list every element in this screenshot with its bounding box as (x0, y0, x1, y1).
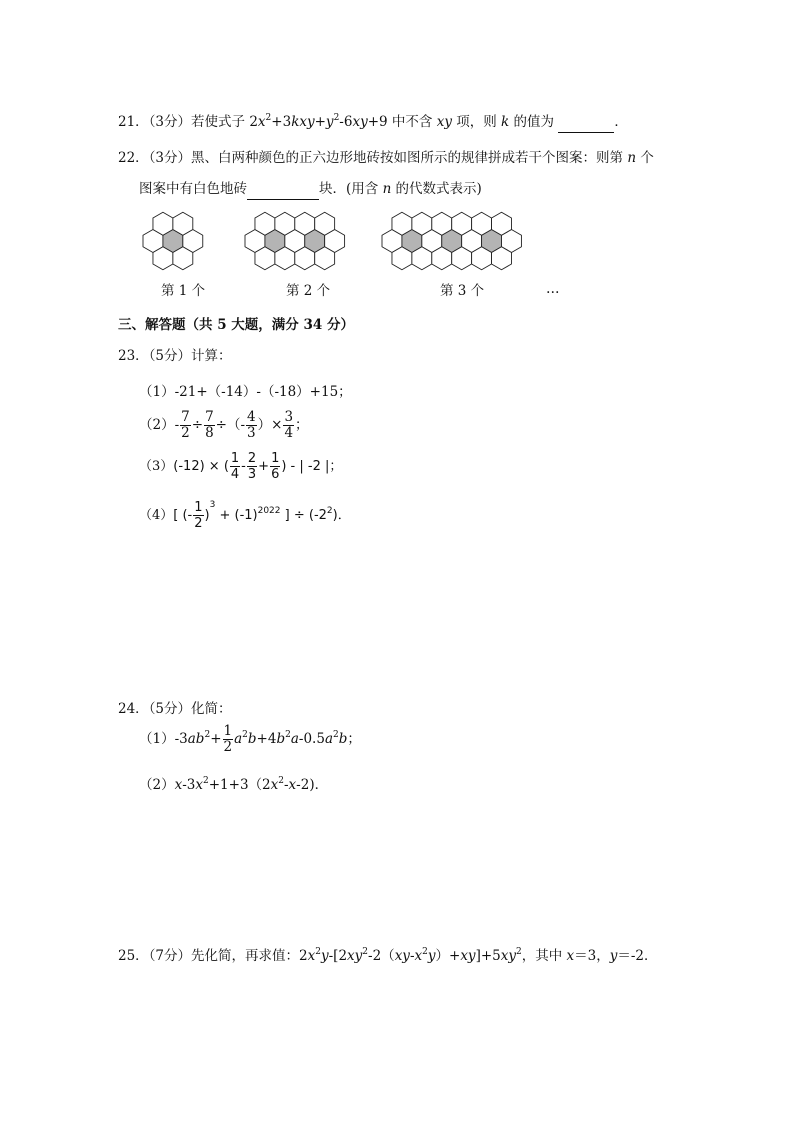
q24-part-1: $(1)-3ab^2+$ $\frac{1}{2}$ $a^2b+4b^2a-0.5a^2b$； (139, 723, 361, 755)
q25-number: 25． (118, 948, 149, 964)
q25-score: （7分） (148, 948, 192, 964)
question-21: 21．（3分）若使式子 $2x^2+3kxy+y^2-6xy+9$ 中不含 xy 项，则 k 的值为 ． (118, 110, 628, 133)
q22-score: （3分） (148, 150, 192, 166)
pattern-3-label: 第 3 个 (440, 283, 485, 299)
fraction: $\frac{4}{3}$ (247, 409, 256, 441)
question-22-line2: 图案中有白色地砖 块．(用含 n 的代数式表示) (139, 177, 482, 200)
ellipsis: … (546, 281, 560, 297)
question-22: 22．（3分）黑、白两种颜色的正六边形地砖按如图所示的规律拼成若干个图案：则第 n 个 (118, 150, 654, 166)
section-3-heading: 三、解答题（共 5 大题，满分 34 分） (118, 317, 354, 333)
question-25: 25．（7分）先化简，再求值：$2x^2y-[2xy^2-2(xy-x^2y)+xy]+5xy^2$，其中 x＝3，y＝-2． (118, 947, 658, 964)
fraction: $\frac{1}{4}$ (230, 451, 240, 482)
question-23: 23．（5分）计算： (118, 348, 232, 364)
q23-number: 23． (118, 348, 149, 364)
q24-number: 24． (118, 701, 149, 717)
q23-part-3: （3）(-12) × ( $\frac{1}{4}$ - $\frac{2}{3}$ + $\frac{1}{6}$ ) - | -2 |； (139, 451, 343, 482)
fraction: $\frac{7}{8}$ (205, 409, 214, 441)
q23-part-1: （1）-21+（-14）-（-18）+15； (139, 384, 352, 400)
q23-part-2: （2）- $\frac{7}{2}$ ÷ $\frac{7}{8}$ ÷（- $\frac{4}{3}$ ）× $\frac{3}{4}$ ； (139, 409, 309, 441)
answer-blank[interactable] (247, 183, 319, 200)
fraction: $\frac{2}{3}$ (247, 451, 257, 482)
q24-part-2: $(2)x-3x^2+1+3(2x^2-x-2)$． (139, 776, 329, 793)
fraction: $\frac{1}{6}$ (271, 451, 280, 482)
fraction: $\frac{7}{2}$ (181, 409, 190, 441)
q23-score: （5分） (148, 348, 192, 364)
answer-blank[interactable] (558, 116, 614, 133)
q21-number: 21． (118, 114, 149, 130)
q22-number: 22． (118, 150, 149, 166)
hexagon-pattern-figure (0, 205, 794, 315)
pattern-2-label: 第 2 个 (286, 283, 331, 299)
pattern-2 (245, 212, 345, 270)
pattern-1 (143, 212, 203, 270)
fraction: $\frac{3}{4}$ (284, 409, 294, 441)
fraction: $\frac{1}{2}$ (223, 723, 233, 755)
question-24: 24．（5分）化简： (118, 701, 232, 717)
q23-part-4: （4）[ (- $\frac{1}{2}$ )$^3 + (-1)^{2022}$ ] ÷ $(-2^2)$． (139, 500, 351, 531)
pattern-3 (382, 212, 521, 270)
fraction: $\frac{1}{2}$ (194, 500, 203, 531)
pattern-1-label: 第 1 个 (161, 283, 206, 299)
q24-score: （5分） (148, 701, 192, 717)
q21-score: （3分） (148, 114, 192, 130)
